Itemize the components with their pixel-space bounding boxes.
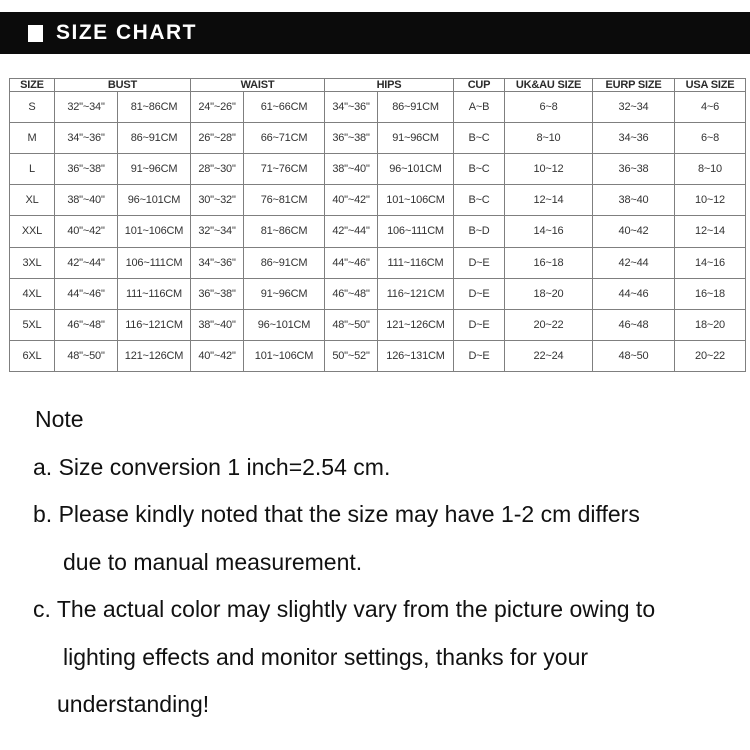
size-value-cell: 40"~42" xyxy=(191,340,244,371)
size-value-cell: 20~22 xyxy=(675,340,746,371)
size-value-cell: 101~106CM xyxy=(244,340,325,371)
size-value-cell: 121~126CM xyxy=(378,309,454,340)
size-value-cell: 86~91CM xyxy=(118,123,191,154)
size-value-cell: 12~14 xyxy=(505,185,593,216)
size-value-cell: B~C xyxy=(454,154,505,185)
size-value-cell: 81~86CM xyxy=(244,216,325,247)
size-chart-header-bar xyxy=(0,12,750,54)
size-value-cell: 96~101CM xyxy=(244,309,325,340)
size-label-cell: XL xyxy=(10,185,55,216)
size-value-cell: D~E xyxy=(454,247,505,278)
size-value-cell: 91~96CM xyxy=(118,154,191,185)
note-line-c: c. The actual color may slightly vary from the picture owing to xyxy=(33,596,656,622)
size-value-cell: 66~71CM xyxy=(244,123,325,154)
size-value-cell: 71~76CM xyxy=(244,154,325,185)
notes-section xyxy=(33,396,655,729)
size-value-cell: 40"~42" xyxy=(325,185,378,216)
size-value-cell: 96~101CM xyxy=(118,185,191,216)
size-table-body xyxy=(10,92,746,372)
size-value-cell: 50"~52" xyxy=(325,340,378,371)
table-row xyxy=(10,92,746,123)
size-value-cell: 91~96CM xyxy=(244,278,325,309)
note-line-b2: due to manual measurement. xyxy=(63,548,363,575)
filled-square-icon xyxy=(28,25,43,42)
size-value-cell: 86~91CM xyxy=(378,92,454,123)
size-value-cell: 111~116CM xyxy=(378,247,454,278)
table-row xyxy=(10,216,746,247)
size-label-cell: 5XL xyxy=(10,309,55,340)
size-value-cell: 106~111CM xyxy=(118,247,191,278)
column-header-waist: WAIST xyxy=(191,79,325,92)
size-value-cell: 18~20 xyxy=(505,278,593,309)
table-row xyxy=(10,278,746,309)
size-value-cell: A~B xyxy=(454,92,505,123)
size-value-cell: 36~38 xyxy=(593,154,675,185)
column-header-ukau: UK&AU SIZE xyxy=(505,79,593,92)
size-value-cell: 10~12 xyxy=(505,154,593,185)
size-value-cell: 46"~48" xyxy=(325,278,378,309)
size-value-cell: 8~10 xyxy=(675,154,746,185)
size-value-cell: 38~40 xyxy=(593,185,675,216)
column-header-usa: USA SIZE xyxy=(675,79,746,92)
table-row xyxy=(10,340,746,371)
size-value-cell: 48"~50" xyxy=(325,309,378,340)
size-value-cell: 106~111CM xyxy=(378,216,454,247)
size-value-cell: 42~44 xyxy=(593,247,675,278)
size-value-cell: 14~16 xyxy=(505,216,593,247)
column-header-hips: HIPS xyxy=(325,79,454,92)
size-value-cell: 8~10 xyxy=(505,123,593,154)
note-line-a: a. Size conversion 1 inch=2.54 cm. xyxy=(33,453,391,480)
column-header-size: SIZE xyxy=(10,79,55,92)
size-value-cell: D~E xyxy=(454,340,505,371)
size-value-cell: 34"~36" xyxy=(55,123,118,154)
column-header-eurp: EURP SIZE xyxy=(593,79,675,92)
size-value-cell: 18~20 xyxy=(675,309,746,340)
size-value-cell: B~D xyxy=(454,216,505,247)
table-row xyxy=(10,123,746,154)
size-value-cell: 26"~28" xyxy=(191,123,244,154)
size-value-cell: 116~121CM xyxy=(378,278,454,309)
size-value-cell: 40"~42" xyxy=(55,216,118,247)
size-value-cell: 30"~32" xyxy=(191,185,244,216)
table-header-row xyxy=(10,79,746,92)
size-value-cell: 6~8 xyxy=(505,92,593,123)
size-label-cell: 4XL xyxy=(10,278,55,309)
size-value-cell: 24"~26" xyxy=(191,92,244,123)
size-value-cell: 12~14 xyxy=(675,216,746,247)
size-value-cell: 34"~36" xyxy=(191,247,244,278)
size-value-cell: 42"~44" xyxy=(55,247,118,278)
table-row xyxy=(10,247,746,278)
size-value-cell: 34~36 xyxy=(593,123,675,154)
size-value-cell: D~E xyxy=(454,278,505,309)
size-value-cell: 16~18 xyxy=(505,247,593,278)
size-value-cell: D~E xyxy=(454,309,505,340)
size-value-cell: 101~106CM xyxy=(378,185,454,216)
table-row xyxy=(10,154,746,185)
size-value-cell: 96~101CM xyxy=(378,154,454,185)
table-row xyxy=(10,309,746,340)
size-value-cell: 20~22 xyxy=(505,309,593,340)
size-label-cell: XXL xyxy=(10,216,55,247)
size-value-cell: B~C xyxy=(454,123,505,154)
size-value-cell: 40~42 xyxy=(593,216,675,247)
size-value-cell: 36"~38" xyxy=(325,123,378,154)
size-label-cell: L xyxy=(10,154,55,185)
size-value-cell: 4~6 xyxy=(675,92,746,123)
column-header-bust: BUST xyxy=(55,79,191,92)
note-line-b: b. Please kindly noted that the size may have 1-2 cm differs xyxy=(33,501,640,527)
size-value-cell: 48"~50" xyxy=(55,340,118,371)
size-value-cell: 44"~46" xyxy=(325,247,378,278)
size-value-cell: 86~91CM xyxy=(244,247,325,278)
size-value-cell: 10~12 xyxy=(675,185,746,216)
size-value-cell: 44~46 xyxy=(593,278,675,309)
size-value-cell: 48~50 xyxy=(593,340,675,371)
size-value-cell: 14~16 xyxy=(675,247,746,278)
size-value-cell: 46~48 xyxy=(593,309,675,340)
size-value-cell: 34"~36" xyxy=(325,92,378,123)
size-value-cell: 91~96CM xyxy=(378,123,454,154)
size-value-cell: 38"~40" xyxy=(191,309,244,340)
size-value-cell: 101~106CM xyxy=(118,216,191,247)
size-value-cell: 121~126CM xyxy=(118,340,191,371)
size-value-cell: 76~81CM xyxy=(244,185,325,216)
table-row xyxy=(10,185,746,216)
column-header-cup: CUP xyxy=(454,79,505,92)
size-label-cell: S xyxy=(10,92,55,123)
size-value-cell: 32"~34" xyxy=(191,216,244,247)
note-line-c2: lighting effects and monitor settings, thanks for your xyxy=(63,643,589,670)
size-value-cell: 44"~46" xyxy=(55,278,118,309)
size-value-cell: 42"~44" xyxy=(325,216,378,247)
note-line-c3: understanding! xyxy=(57,691,210,717)
notes-heading: Note xyxy=(35,406,84,432)
size-value-cell: 126~131CM xyxy=(378,340,454,371)
size-value-cell: 36"~38" xyxy=(55,154,118,185)
size-value-cell: 38"~40" xyxy=(325,154,378,185)
size-label-cell: 3XL xyxy=(10,247,55,278)
size-value-cell: 46"~48" xyxy=(55,309,118,340)
size-label-cell: M xyxy=(10,123,55,154)
size-value-cell: 22~24 xyxy=(505,340,593,371)
size-value-cell: 116~121CM xyxy=(118,309,191,340)
size-value-cell: 32"~34" xyxy=(55,92,118,123)
size-value-cell: 61~66CM xyxy=(244,92,325,123)
size-value-cell: 36"~38" xyxy=(191,278,244,309)
size-value-cell: 32~34 xyxy=(593,92,675,123)
size-value-cell: 38"~40" xyxy=(55,185,118,216)
size-value-cell: 111~116CM xyxy=(118,278,191,309)
section-title: SIZE CHART xyxy=(56,21,197,44)
size-value-cell: 6~8 xyxy=(675,123,746,154)
size-chart-table xyxy=(9,78,746,372)
size-value-cell: 28"~30" xyxy=(191,154,244,185)
size-value-cell: B~C xyxy=(454,185,505,216)
size-value-cell: 81~86CM xyxy=(118,92,191,123)
size-label-cell: 6XL xyxy=(10,340,55,371)
size-value-cell: 16~18 xyxy=(675,278,746,309)
